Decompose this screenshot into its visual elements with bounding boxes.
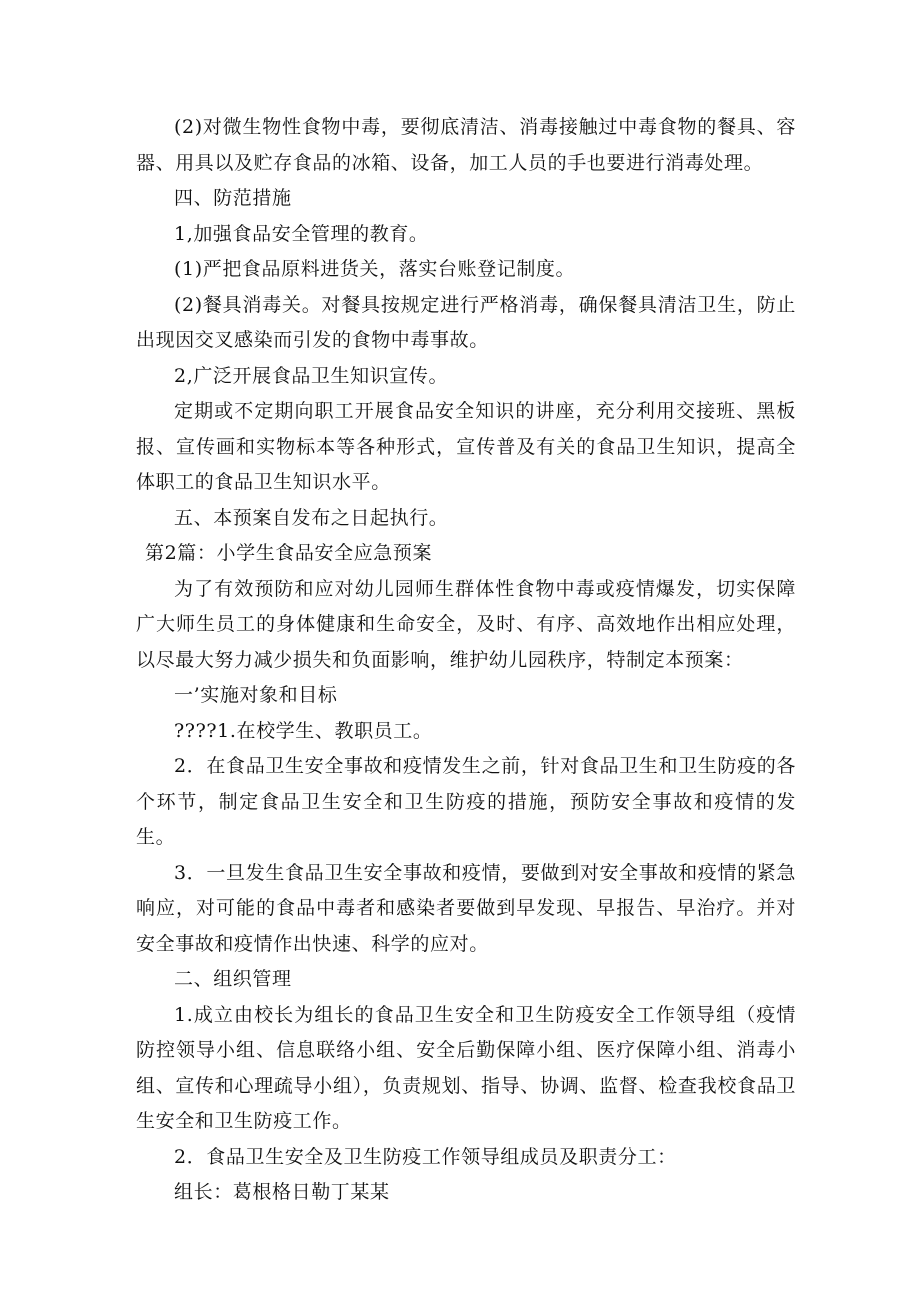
section-heading-targets: 一’实施对象和目标 [174, 684, 338, 706]
paragraph-intro: 为了有效预防和应对幼儿园师生群体性食物中毒或疫情爆发，切实保障广大师生员工的身体健康和生命安全，及时、有序、高效地作出相应处理，以尽最大努力减少损失和负面影响，维护幼儿园秩序，特制定本预案： [136, 577, 796, 671]
paragraph-item-before-incident: 2．在食品卫生安全事故和疫情发生之前，针对食品卫生和卫生防疫的各个环节，制定食品卫生安全和卫生防疫的措施，预防安全事故和疫情的发生。 [136, 755, 796, 848]
paragraph-item-publicity: 2,广泛开展食品卫生知识宣传。 [174, 364, 449, 387]
section-heading-prevention: 四、防范措施 [174, 187, 292, 209]
paragraph-publicity-detail: 定期或不定期向职工开展食品安全知识的讲座，充分利用交接班、黑板报、宣传画和实物标本等各种形式，宣传普及有关的食品卫生知识，提高全体职工的食品卫生知识水平。 [136, 400, 796, 493]
paragraph-item-leadership-group: 1.成立由校长为组长的食品卫生安全和卫生防疫安全工作领导组（疫情防控领导小组、信息联络小组、安全后勤保障小组、医疗保障小组、消毒小组、宣传和心理疏导小组），负责规划、指导、协调、监督、检查我校食品卫生安全和卫生防疫工作。 [136, 1003, 796, 1132]
paragraph-item-members: 2．食品卫生安全及卫生防疫工作领导组成员及职责分工： [174, 1145, 677, 1168]
paragraph-disinfection-note: (2)对微生物性食物中毒，要彻底清洁、消毒接触过中毒食物的餐具、容器、用具以及贮存食品的冰箱、设备，加工人员的手也要进行消毒处理。 [136, 116, 796, 174]
paragraph-item-students: ????1.在校学生、教职员工。 [174, 719, 433, 742]
document-body [136, 110, 796, 1211]
paragraph-item-raw-materials: (1)严把食品原料进货关，落实台账登记制度。 [174, 258, 576, 280]
paragraph-item-education: 1,加强食品安全管理的教育。 [174, 222, 429, 245]
chapter-title: 第2篇：小学生食品安全应急预案 [145, 542, 433, 564]
section-heading-organization: 二、组织管理 [174, 968, 292, 990]
paragraph-group-leader: 组长：葛根格日勒丁某某 [174, 1181, 390, 1203]
section-heading-effective: 五、本预案自发布之日起执行。 [174, 506, 449, 529]
paragraph-item-after-incident: 3．一旦发生食品卫生安全事故和疫情，要做到对安全事故和疫情的紧急响应，对可能的食品中毒者和感染者要做到早发现、早报告、早治疗。并对安全事故和疫情作出快速、科学的应对。 [136, 861, 796, 955]
paragraph-item-tableware: (2)餐具消毒关。对餐具按规定进行严格消毒，确保餐具清洁卫生，防止出现因交叉感染而引发的食物中毒事故。 [136, 293, 796, 351]
